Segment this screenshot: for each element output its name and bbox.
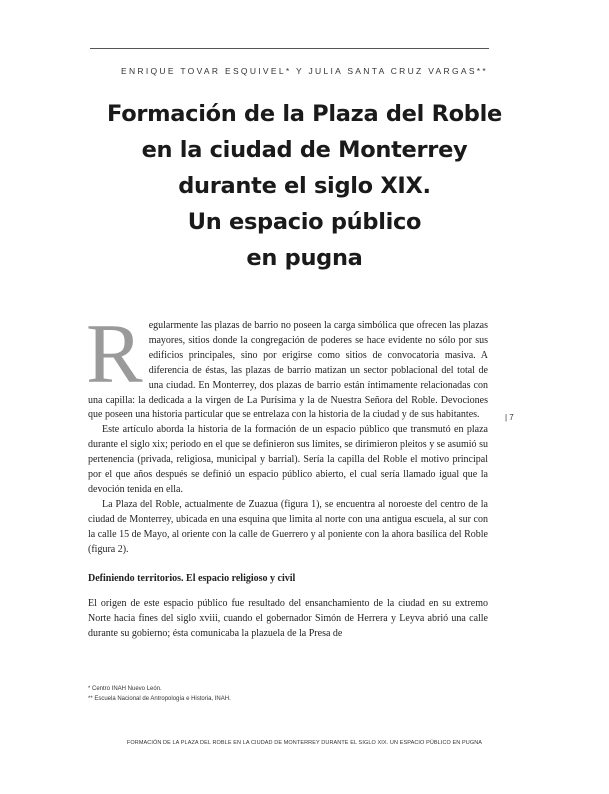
- page-number: | 7: [505, 413, 514, 422]
- authors-line: ENRIQUE TOVAR ESQUIVEL* Y JULIA SANTA CRUZ VARGAS**: [120, 66, 489, 76]
- body-paragraph: El origen de este espacio público fue resultado del ensanchamiento de la ciudad en su extremo Norte hacia fines del siglo xviii, cuando el gobernador Simón de Herrera y Leyva abrió una calle durante su gobierno; ésta comunicaba la plazuela de la Presa de: [88, 598, 488, 640]
- paragraph-text: egularmente las plazas de barrio no poseen la carga simbólica que ofrecen las plazas mayores, sitios donde la congregación de poderes se hace evidente no sólo por sus edificios principales, sino por erigirse como sitios de convocatoria masiva. A diferencia de éstas, las plazas de barrio matizan un sector poblacional del total de una ciudad. En Monterrey, dos plazas de barrio están íntimamente relacionadas con una capilla: la dedicada a la virgen de La Purísima y la de Nuestra Señora del Roble. Devociones que poseen una historia particular que se entrelaza con la historia de la ciudad y de sus habitantes.: [88, 320, 488, 421]
- drop-cap: R: [86, 307, 143, 401]
- title-line: en pugna: [246, 245, 363, 271]
- title-line: en la ciudad de Monterrey: [141, 137, 468, 163]
- body-paragraph: Este artículo aborda la historia de la formación de un espacio público que transmutó en plaza durante el siglo xix; periodo en el que se definieron sus límites, se dirimieron pleitos y se asumió su pertenencia (privada, religiosa, municipal y barrial). Sería la capilla del Roble el motivo principal por el que años después se definió un espacio público abierto, el cual sería llamado igual que la devoción tenida en ella.: [88, 424, 488, 495]
- footnote: ** Escuela Nacional de Antropología e Historia, INAH.: [88, 696, 231, 702]
- article-title: [60, 96, 549, 276]
- title-line: Formación de la Plaza del Roble: [107, 101, 502, 127]
- running-footer: FORMACIÓN DE LA PLAZA DEL ROBLE EN LA CIUDAD DE MONTERREY DURANTE EL SIGLO XIX. UN ESPACIO PÚBLICO EN PUGNA: [126, 740, 483, 746]
- header-rule: [90, 48, 489, 49]
- footnote: * Centro INAH Nuevo León.: [88, 686, 162, 692]
- body-paragraph: La Plaza del Roble, actualmente de Zuazua (figura 1), se encuentra al noroeste del centro de la ciudad de Monterrey, ubicada en una esquina que limita al norte con una antigua escuela, al sur con la calle 15 de Mayo, al oriente con la calle de Guerrero y al poniente con la ahora basílica del Roble (figura 2).: [88, 498, 488, 555]
- title-line: durante el siglo XIX.: [178, 173, 431, 199]
- footnotes: [88, 684, 231, 704]
- body-paragraph: [86, 307, 488, 423]
- section-heading: Definiendo territorios. El espacio religioso y civil: [88, 572, 296, 584]
- title-line: Un espacio público: [187, 209, 422, 235]
- article-body: [86, 307, 488, 642]
